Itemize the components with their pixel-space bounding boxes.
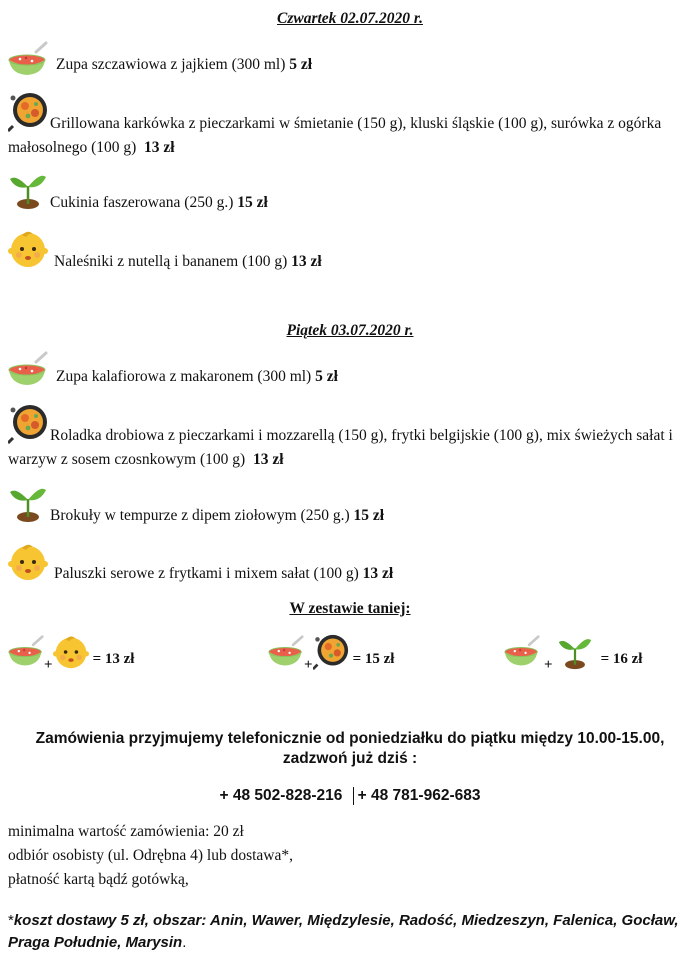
item-price: 5 zł bbox=[289, 56, 313, 73]
menu-item bbox=[8, 40, 688, 80]
menu-item bbox=[8, 404, 688, 468]
item-price: 13 zł bbox=[144, 139, 175, 156]
item-text: Cukinia faszerowana (250 g.) bbox=[50, 194, 234, 211]
item-price: 13 zł bbox=[252, 451, 284, 468]
orders-line-1: Zamówienia przyjmujemy telefonicznie od poniedziałku do piątku między 10.00-15.00, bbox=[35, 730, 665, 747]
item-text: Brokuły w tempurze z dipem ziołowym (250 g.) bbox=[50, 507, 350, 524]
phone-divider bbox=[353, 787, 354, 805]
payment-text: płatność kartą bądź gotówką, bbox=[8, 871, 189, 888]
min-order-text: minimalna wartość zamówienia: 20 zł bbox=[8, 823, 244, 840]
seedling-icon bbox=[8, 170, 48, 210]
baby-face-icon bbox=[53, 634, 89, 670]
menu-item bbox=[8, 92, 688, 156]
asterisk: * bbox=[8, 912, 14, 929]
menu-item bbox=[8, 542, 688, 584]
combo-soup-main bbox=[268, 630, 394, 674]
item-text: Zupa kalafiorowa z makaronem (300 ml) bbox=[56, 368, 312, 385]
phone-1[interactable]: + 48 502-828-216 bbox=[219, 787, 343, 804]
set-heading: W zestawie taniej: bbox=[289, 600, 411, 617]
seedling-icon bbox=[8, 483, 48, 523]
day-title-thursday: Czwartek 02.07.2020 r. bbox=[277, 10, 423, 27]
combo-price: = 15 zł bbox=[352, 650, 395, 667]
baby-face-icon bbox=[8, 229, 48, 269]
soup-bowl-icon bbox=[8, 40, 48, 80]
orders-line-2: zadzwoń już dziś : bbox=[282, 750, 418, 767]
seedling-icon bbox=[557, 634, 593, 670]
plus-sign: + bbox=[44, 657, 53, 673]
delivery-note bbox=[8, 910, 692, 954]
item-text: Paluszki serowe z frytkami i mixem sałat (100 g) bbox=[54, 565, 359, 582]
menu-item bbox=[8, 350, 688, 390]
item-price: 15 zł bbox=[353, 507, 385, 524]
soup-bowl-icon bbox=[504, 634, 540, 670]
menu-item bbox=[8, 170, 688, 212]
soup-bowl-icon bbox=[268, 634, 304, 670]
combo-soup-kids bbox=[8, 630, 134, 674]
item-price: 5 zł bbox=[315, 368, 338, 385]
phone-numbers bbox=[0, 786, 700, 806]
combo-soup-veg bbox=[504, 630, 642, 674]
day-title-friday: Piątek 03.07.2020 r. bbox=[286, 322, 414, 339]
item-price: 13 zł bbox=[362, 565, 394, 582]
item-text: Naleśniki z nutellą i bananem (100 g) bbox=[54, 253, 288, 270]
baby-face-icon bbox=[8, 542, 48, 582]
combo-price: = 13 zł bbox=[92, 650, 135, 667]
item-text: Roladka drobiowa z pieczarkami i mozzarellą (150 g), frytki belgijskie (100 g), mix świeżych sałat i warzyw z sosem czosnkowym (100 g) bbox=[8, 427, 673, 468]
soup-bowl-icon bbox=[8, 350, 48, 390]
phone-2[interactable]: + 48 781-962-683 bbox=[357, 787, 481, 804]
menu-item bbox=[8, 229, 688, 271]
menu-item bbox=[8, 483, 688, 525]
plus-sign: + bbox=[304, 657, 313, 673]
item-text: Zupa szczawiowa z jajkiem (300 ml) bbox=[56, 56, 286, 73]
item-price: 15 zł bbox=[237, 194, 268, 211]
soup-bowl-icon bbox=[8, 634, 44, 670]
item-price: 13 zł bbox=[291, 253, 322, 270]
combo-price: = 16 zł bbox=[600, 650, 643, 667]
item-text: Grillowana karkówka z pieczarkami w śmietanie (150 g), kluski śląskie (100 g), surówka z ogórka małosolnego (100 g) bbox=[8, 115, 662, 156]
pickup-text: odbiór osobisty (ul. Odrębna 4) lub dostawa*, bbox=[8, 847, 293, 864]
period: . bbox=[182, 934, 187, 951]
paella-pan-icon bbox=[313, 634, 349, 670]
delivery-text: koszt dostawy 5 zł, obszar: Anin, Wawer, Międzylesie, Radość, Miedzeszyn, Falenica, Gocław, Praga Południe, Marysin bbox=[8, 912, 679, 951]
plus-sign: + bbox=[544, 657, 553, 673]
